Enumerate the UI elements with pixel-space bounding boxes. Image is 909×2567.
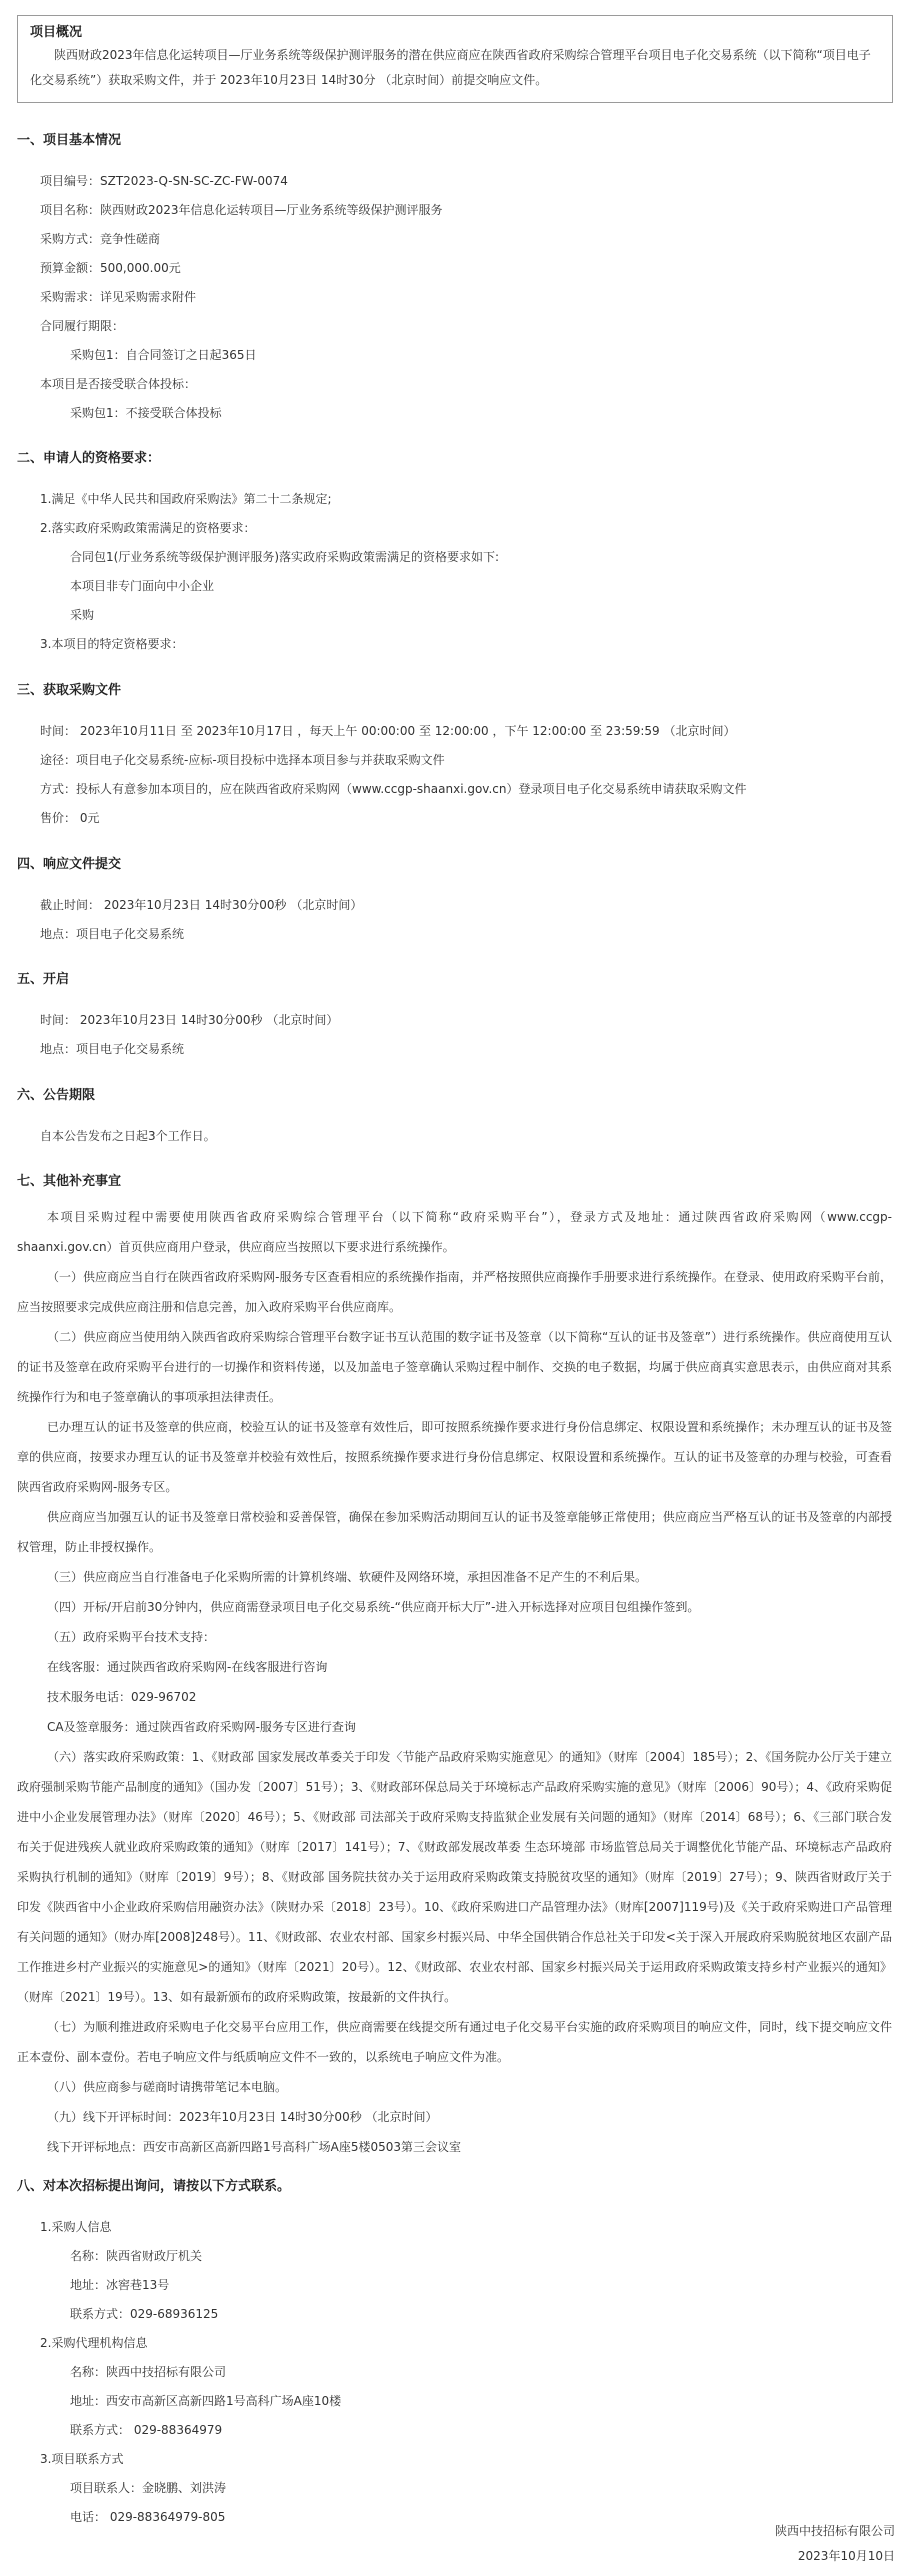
project-name: 项目名称：陕西财政2023年信息化运转项目—厅业务系统等级保护测评服务 <box>40 203 443 217</box>
section-7-title: 七、其他补充事宜 <box>17 1174 122 1189</box>
buyer-address: 地址：冰窖巷13号 <box>70 2278 170 2292</box>
agency-name: 名称：陕西中技招标有限公司 <box>70 2365 227 2379</box>
obtain-price: 售价： 0元 <box>40 811 100 825</box>
qualification-item-2-detail: 合同包1(厅业务系统等级保护测评服务)落实政府采购政策需满足的资格要求如下: <box>70 550 500 564</box>
supplement-item-4: （四）开标/开启前30分钟内，供应商需登录项目电子化交易系统-“供应商开标大厅”-进入开标选择对应项目包组操作签到。 <box>47 1600 700 1614</box>
contract-period-value: 采购包1：自合同签订之日起365日 <box>70 348 257 362</box>
procurement-method: 采购方式：竞争性磋商 <box>40 232 161 246</box>
agency-address: 地址：西安市高新区高新四路1号高科广场A座10楼 <box>70 2394 342 2408</box>
opening-time: 时间： 2023年10月23日 14时30分00秒 （北京时间） <box>40 1013 339 1027</box>
section-2-title: 二、申请人的资格要求： <box>17 451 161 466</box>
supplement-body <box>17 1202 892 2162</box>
signature-date: 2023年10月10日 <box>797 2549 895 2563</box>
contact-label: 3.项目联系方式 <box>40 2452 124 2466</box>
offline-review-place: 线下开评标地点：西安市高新区高新四路1号高科广场A座5楼0503第三会议室 <box>47 2140 462 2154</box>
supplement-item-5: （五）政府采购平台技术支持： <box>47 1630 216 1644</box>
supplement-item-7: （七）为顺利推进政府采购电子化交易平台应用工作，供应商需要在线提交所有通过电子化交易平台实施的政府采购项目的响应文件，同时，线下提交响应文件正本壹份、副本壹份。若电子响应文件与纸质响应文件不一致的，以系统电子响应文件为准。 <box>17 2020 892 2064</box>
supplement-item-2-safekeep: 供应商应当加强互认的证书及签章日常校验和妥善保管，确保在参加采购活动期间互认的证书及签章能够正常使用；供应商应当严格互认的证书及签章的内部授权管理，防止非授权操作。 <box>17 1510 892 1554</box>
overview-box <box>17 15 893 103</box>
qualification-item-3: 3.本项目的特定资格要求： <box>40 637 184 651</box>
contact-phone: 电话： 029-88364979-805 <box>70 2510 226 2524</box>
submit-deadline: 截止时间： 2023年10月23日 14时30分00秒 （北京时间） <box>40 898 363 912</box>
notice-period: 自本公告发布之日起3个工作日。 <box>40 1129 216 1143</box>
supplement-item-2: （二）供应商应当使用纳入陕西省政府采购综合管理平台数字证书互认范围的数字证书及签章（以下简称“互认的证书及签章”）进行系统操作。供应商使用互认的证书及签章在政府采购平台进行的一切操作和资料传递，以及加盖电子签章确认采购过程中制作、交换的电子数据，均属于供应商真实意思表示，由供应商对其系统操作行为和电子签章确认的事项承担法律责任。 <box>17 1330 892 1404</box>
project-code: 项目编号：SZT2023-Q-SN-SC-ZC-FW-0074 <box>40 174 288 188</box>
section-3-title: 三、获取采购文件 <box>17 683 122 698</box>
section-4-title: 四、响应文件提交 <box>17 857 122 872</box>
buyer-name: 名称：陕西省财政厅机关 <box>70 2249 203 2263</box>
supplement-item-8: （八）供应商参与磋商时请携带笔记本电脑。 <box>47 2080 288 2094</box>
supplement-item-2-cert: 已办理互认的证书及签章的供应商，校验互认的证书及签章有效性后，即可按照系统操作要求进行身份信息绑定、权限设置和系统操作；未办理互认的证书及签章的供应商，按要求办理互认的证书及签章并校验有效性后，按照系统操作要求进行身份信息绑定、权限设置和系统操作。互认的证书及签章的办理与校验，可查看陕西省政府采购网-服务专区。 <box>17 1420 892 1494</box>
overview-title: 项目概况 <box>30 25 83 40</box>
supplement-intro: 本项目采购过程中需要使用陕西省政府采购综合管理平台（以下简称“政府采购平台”），登录方式及地址：通过陕西省政府采购网（www.ccgp-shaanxi.gov.cn）首页供应商用户登录，供应商应当按照以下要求进行系统操作。 <box>17 1210 892 1254</box>
qualification-item-2: 2.落实政府采购政策需满足的资格要求： <box>40 521 256 535</box>
contract-period-label: 合同履行期限： <box>40 319 125 333</box>
buyer-label: 1.采购人信息 <box>40 2220 112 2234</box>
section-1-title: 一、项目基本情况 <box>17 133 122 148</box>
support-online: 在线客服：通过陕西省政府采购网-在线客服进行咨询 <box>47 1660 328 1674</box>
section-6-title: 六、公告期限 <box>17 1088 96 1103</box>
signature-org: 陕西中技招标有限公司 <box>774 2524 895 2538</box>
agency-label: 2.采购代理机构信息 <box>40 2336 148 2350</box>
obtain-channel: 途径：项目电子化交易系统-应标-项目投标中选择本项目参与并获取采购文件 <box>40 753 445 767</box>
budget-amount: 预算金额：500,000.00元 <box>40 261 181 275</box>
overview-body: 陕西财政2023年信息化运转项目—厅业务系统等级保护测评服务的潜在供应商应在陕西省政府采购综合管理平台项目电子化交易系统（以下简称“项目电子化交易系统”）获取采购文件，并于 2023年10月23日 14时30分 （北京时间）前提交响应文件。 <box>30 48 871 87</box>
supplement-item-9: （九）线下开评标时间：2023年10月23日 14时30分00秒 （北京时间） <box>47 2110 438 2124</box>
qualification-item-2-procure: 采购 <box>70 608 95 622</box>
supplement-item-6: （六）落实政府采购政策：1、《财政部 国家发展改革委关于印发〈节能产品政府采购实施意见〉的通知》（财库〔2004〕185号）；2、《国务院办公厅关于建立政府强制采购节能产品制度的通知》（国办发〔2007〕51号）；3、《财政部环保总局关于环境标志产品政府采购实施的意见》（财库〔2006〕90号）；4、《政府采购促进中小企业发展管理办法》（财库〔2020〕46号）；5、《财政部 司法部关于政府采购支持监狱企业发展有关问题的通知》（财库〔2014〕68号）；6、《三部门联合发布关于促进残疾人就业政府采购政策的通知》（财库〔2017〕141号）；7、《财政部发展改革委 生态环境部 市场监管总局关于调整优化节能产品、环境标志产品政府采购执行机制的通知》（财库〔2019〕9号）；8、《财政部 国务院扶贫办关于运用政府采购政策支持脱贫攻坚的通知》（财库〔2019〕27号）；9、陕西省财政厅关于印发《陕西省中小企业政府采购信用融资办法》（陕财办采〔2018〕23号）。10、《政府采购进口产品管理办法》（财库[2007]119号)及《关于政府采购进口产品管理有关问题的通知》（财办库[2008]248号）。11、《财政部、农业农村部、国家乡村振兴局、中华全国供销合作总社关于印发<关于深入开展政府采购脱贫地区农副产品工作推进乡村产业振兴的实施意见>的通知》（财库〔2021〕20号）。12、《财政部、农业农村部、国家乡村振兴局关于运用政府采购政策支持乡村产业振兴的通知》（财库〔2021〕19号）。13、如有最新颁布的政府采购政策，按最新的文件执行。 <box>17 1750 892 2004</box>
obtain-way: 方式：投标人有意参加本项目的，应在陕西省政府采购网（www.ccgp-shaanxi.gov.cn）登录项目电子化交易系统申请获取采购文件 <box>40 782 747 796</box>
consortium-value: 采购包1：不接受联合体投标 <box>70 406 222 420</box>
support-ca: CA及签章服务：通过陕西省政府采购网-服务专区进行查询 <box>47 1720 356 1734</box>
buyer-phone: 联系方式：029-68936125 <box>70 2307 219 2321</box>
agency-phone: 联系方式： 029-88364979 <box>70 2423 223 2437</box>
section-5-title: 五、开启 <box>17 972 70 987</box>
supplement-item-1: （一）供应商应当自行在陕西省政府采购网-服务专区查看相应的系统操作指南，并严格按照供应商操作手册要求进行系统操作。在登录、使用政府采购平台前，应当按照要求完成供应商注册和信息完善，加入政府采购平台供应商库。 <box>17 1270 892 1314</box>
section-8-title: 八、对本次招标提出询问，请按以下方式联系。 <box>17 2179 291 2194</box>
procurement-demand: 采购需求：详见采购需求附件 <box>40 290 197 304</box>
obtain-time: 时间： 2023年10月11日 至 2023年10月17日 ，每天上午 00:00:00 至 12:00:00 ，下午 12:00:00 至 23:59:59 （北京时间） <box>40 724 736 738</box>
submit-place: 地点：项目电子化交易系统 <box>40 927 185 941</box>
qualification-item-2-sme: 本项目非专门面向中小企业 <box>70 579 215 593</box>
consortium-label: 本项目是否接受联合体投标： <box>40 377 197 391</box>
supplement-item-3: （三）供应商应当自行准备电子化采购所需的计算机终端、软硬件及网络环境，承担因准备不足产生的不利后果。 <box>47 1570 648 1584</box>
opening-place: 地点：项目电子化交易系统 <box>40 1042 185 1056</box>
qualification-item-1: 1.满足《中华人民共和国政府采购法》第二十二条规定; <box>40 492 332 506</box>
support-phone: 技术服务电话：029-96702 <box>47 1690 197 1704</box>
contact-person: 项目联系人：金晓鹏、刘洪涛 <box>70 2481 227 2495</box>
